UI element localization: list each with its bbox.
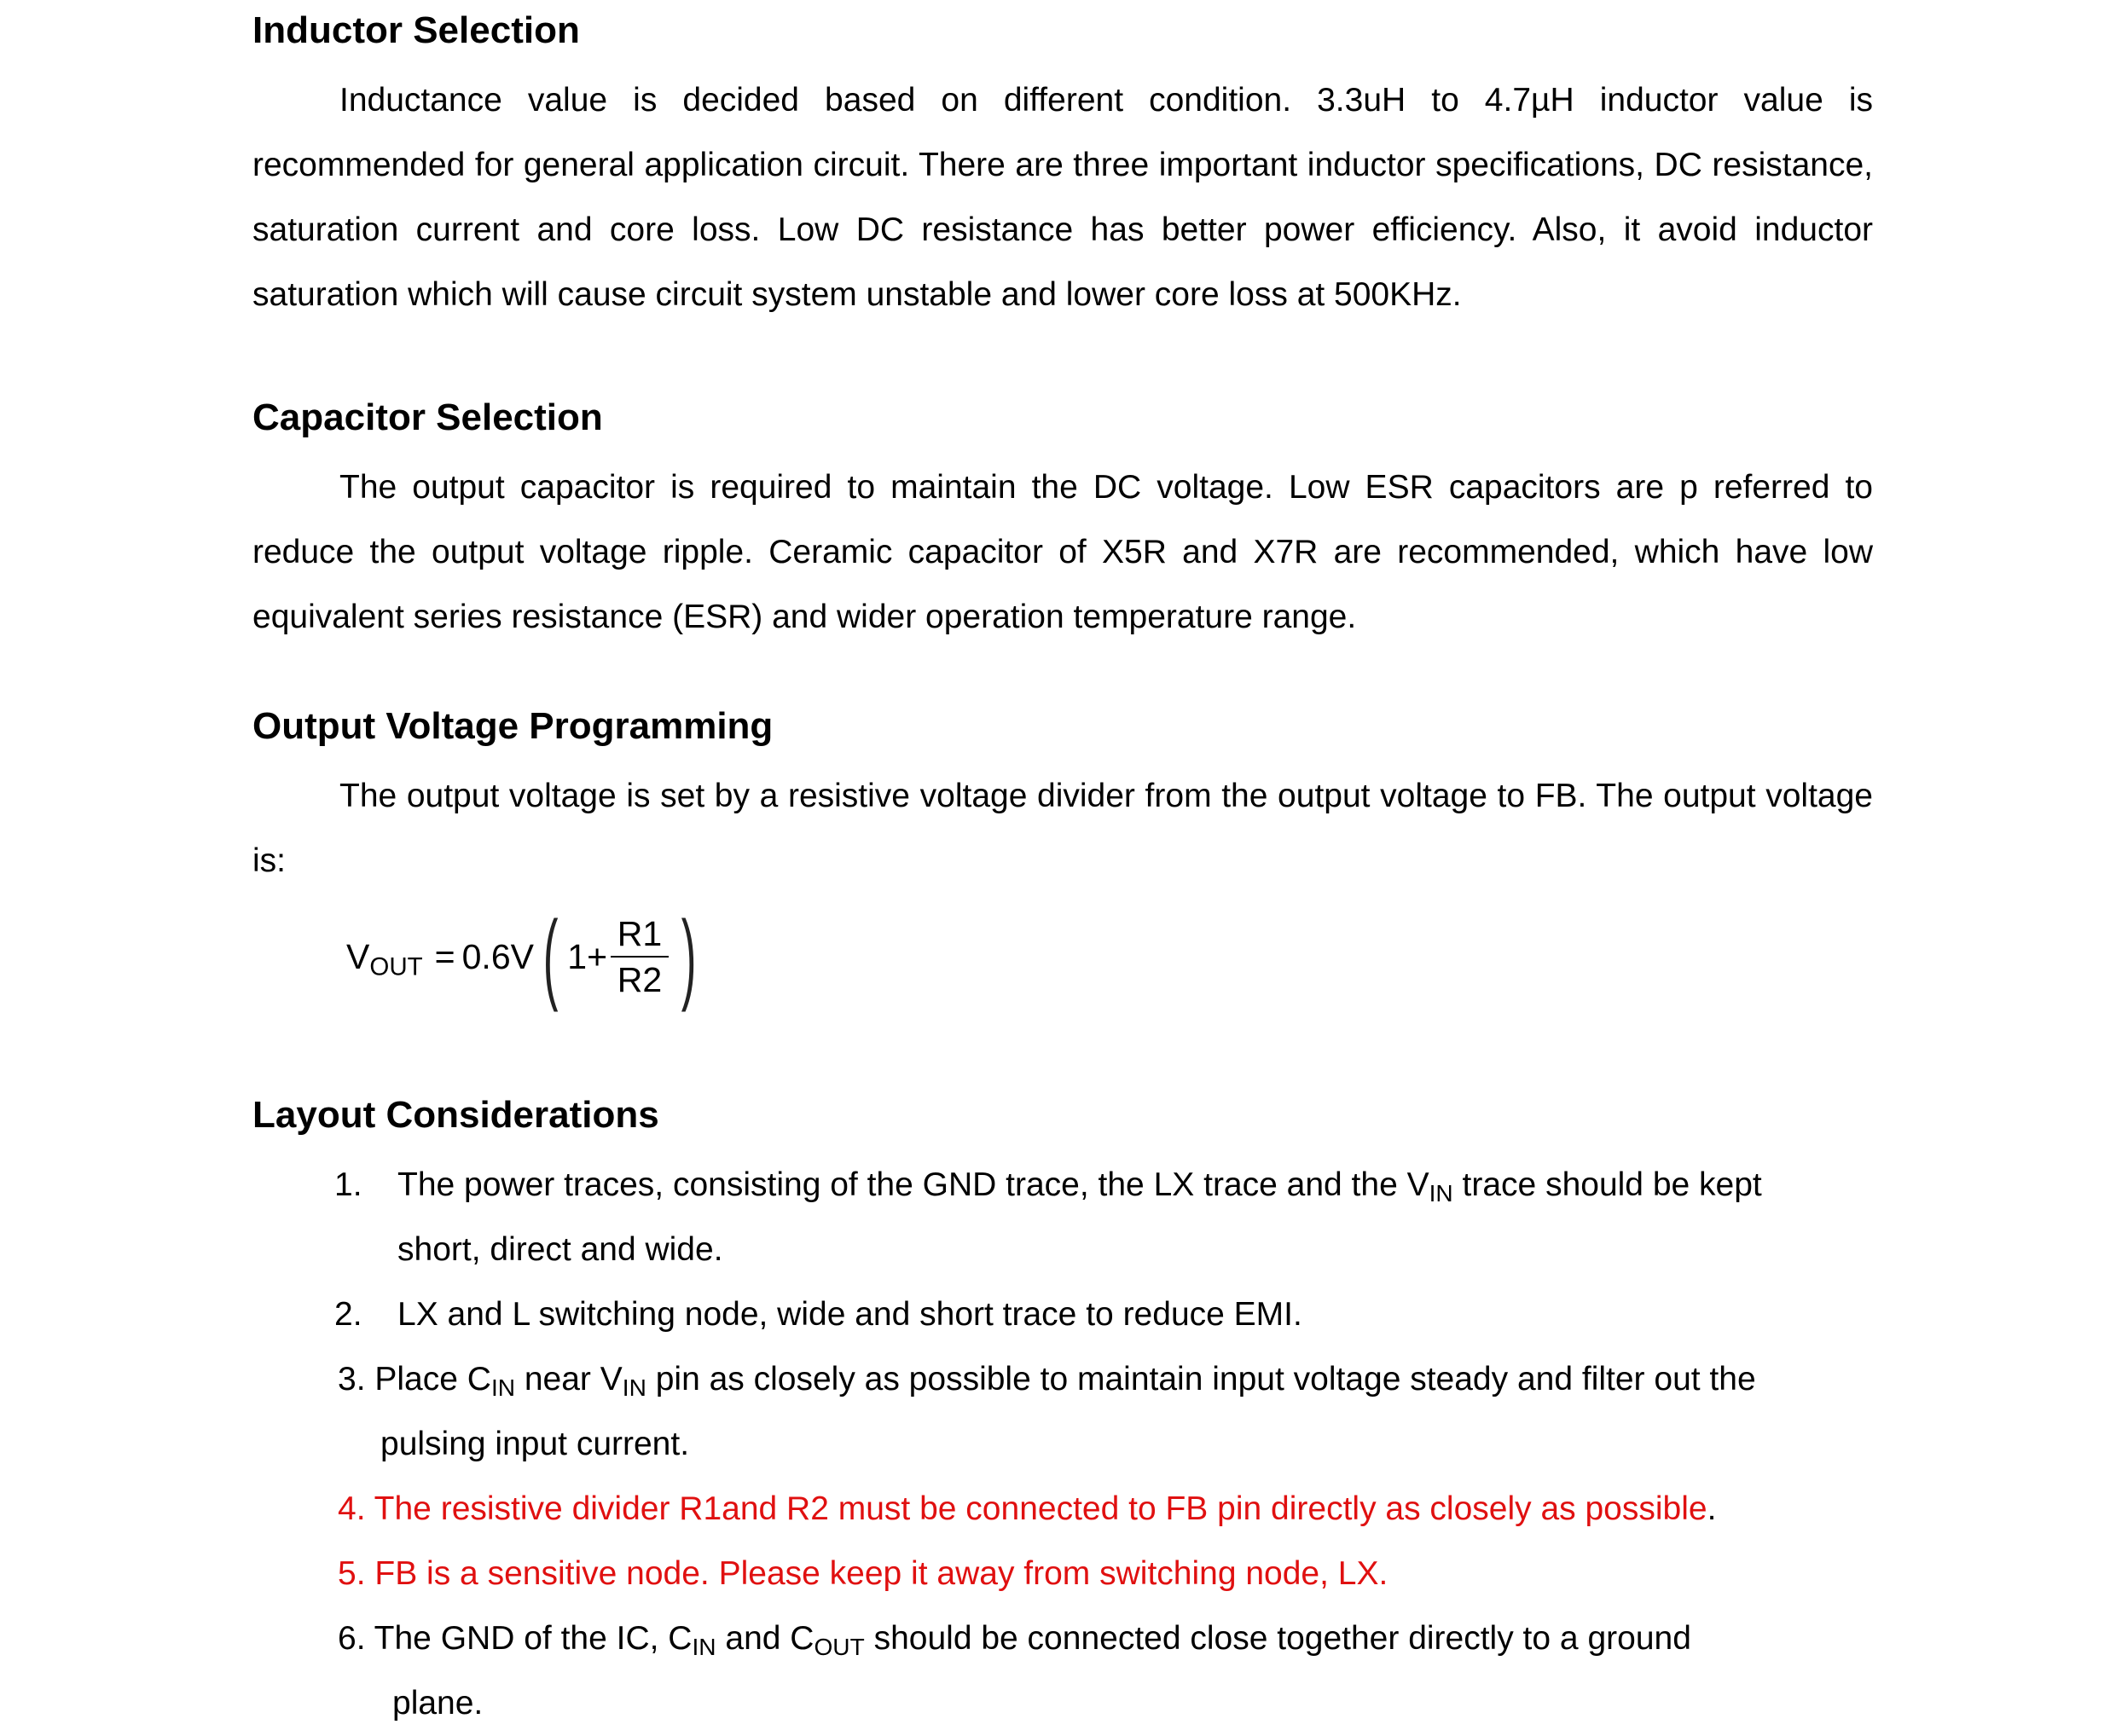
list-item-3 (252, 1347, 1873, 1412)
item-number: 2. (334, 1296, 362, 1333)
section-output-voltage-programming (252, 701, 1873, 1013)
formula-right-paren: ) (681, 900, 697, 1013)
list-item-6-continuation (252, 1671, 1873, 1736)
section-inductor-selection (252, 5, 1873, 327)
item-continuation: pulsing input current. (380, 1426, 690, 1462)
subscript: IN (1429, 1180, 1453, 1207)
formula-lhs: $V_{OUT}$ (346, 936, 423, 981)
vout-formula (346, 900, 705, 1013)
heading-capacitor-selection: Capacitor Selection (252, 396, 603, 438)
subscript: IN (692, 1634, 716, 1661)
item-text: The GND of the IC, C (374, 1620, 693, 1657)
list-item-4 (252, 1477, 1873, 1542)
item-number: 1. (334, 1166, 362, 1203)
formula-coef: 0.6V (461, 936, 534, 976)
item-text: The power traces, consisting of the GND trace, the LX trace and the V (397, 1166, 1429, 1203)
item-text: near V (515, 1361, 623, 1397)
paragraph-output: The output voltage is set by a resistive voltage divider from the output voltage to FB. The output voltage is: (252, 778, 1873, 879)
formula-denominator: R2 (617, 960, 663, 999)
list-item-5 (252, 1542, 1873, 1606)
item-text-highlighted: FB is a sensitive node. Please keep it away from switching node, LX. (374, 1555, 1388, 1592)
item-number: 3. (338, 1361, 366, 1397)
list-item-3-continuation (252, 1412, 1873, 1477)
item-text: should be connected close together directly to a ground (864, 1620, 1691, 1657)
paragraph-inductor: Inductance value is decided based on different condition. 3.3uH to 4.7µH inductor value is recommended for general application circuit. There are three important inductor specifications, DC resistance, saturation current and core loss. Low DC resistance has better power efficiency. Also, it avoid inductor saturation which will cause circuit system unstable and lower core loss at 500KHz. (252, 82, 1873, 313)
paragraph-capacitor: The output capacitor is required to maintain the DC voltage. Low ESR capacitors are p referred to reduce the output voltage ripple. Ceramic capacitor of X5R and X7R are recommended, which have low equivalent series resistance (ESR) and wider operation temperature range. (252, 469, 1873, 635)
item-text: Place C (374, 1361, 491, 1397)
item-text: pin as closely as possible to maintain input voltage steady and filter out the (646, 1361, 1756, 1397)
heading-output-voltage-programming: Output Voltage Programming (252, 705, 774, 747)
item-number: 4. (338, 1490, 366, 1527)
item-continuation: plane. (392, 1685, 484, 1722)
list-item-2 (252, 1282, 1873, 1347)
list-item-1 (252, 1153, 1873, 1282)
section-capacitor-selection (252, 392, 1873, 650)
item-text: and C (716, 1620, 815, 1657)
item-text: trace should be kept (1452, 1166, 1762, 1203)
subscript: IN (622, 1374, 646, 1402)
subscript: IN (490, 1374, 516, 1402)
subscript: OUT (814, 1634, 865, 1661)
formula-left-paren: ( (542, 900, 559, 1013)
section-layout-considerations (252, 1090, 1873, 1736)
formula-equals: = (434, 936, 455, 976)
formula-fraction (611, 911, 669, 1002)
heading-layout-considerations: Layout Considerations (252, 1094, 659, 1136)
item-text: LX and L switching node, wide and short trace to reduce EMI. (397, 1296, 1302, 1333)
item-text-highlighted: The resistive divider R1and R2 must be connected to FB pin directly as closely as possible (374, 1490, 1707, 1527)
item-number: 6. (338, 1620, 366, 1657)
layout-list (252, 1153, 1873, 1736)
heading-inductor-selection: Inductor Selection (252, 9, 580, 51)
item-continuation: short, direct and wide. (397, 1231, 723, 1268)
formula-numerator: R1 (617, 914, 663, 953)
list-item-6 (252, 1606, 1873, 1671)
item-number: 5. (338, 1555, 366, 1592)
formula-one-plus: 1+ (567, 936, 608, 976)
item-tail: . (1707, 1490, 1717, 1527)
